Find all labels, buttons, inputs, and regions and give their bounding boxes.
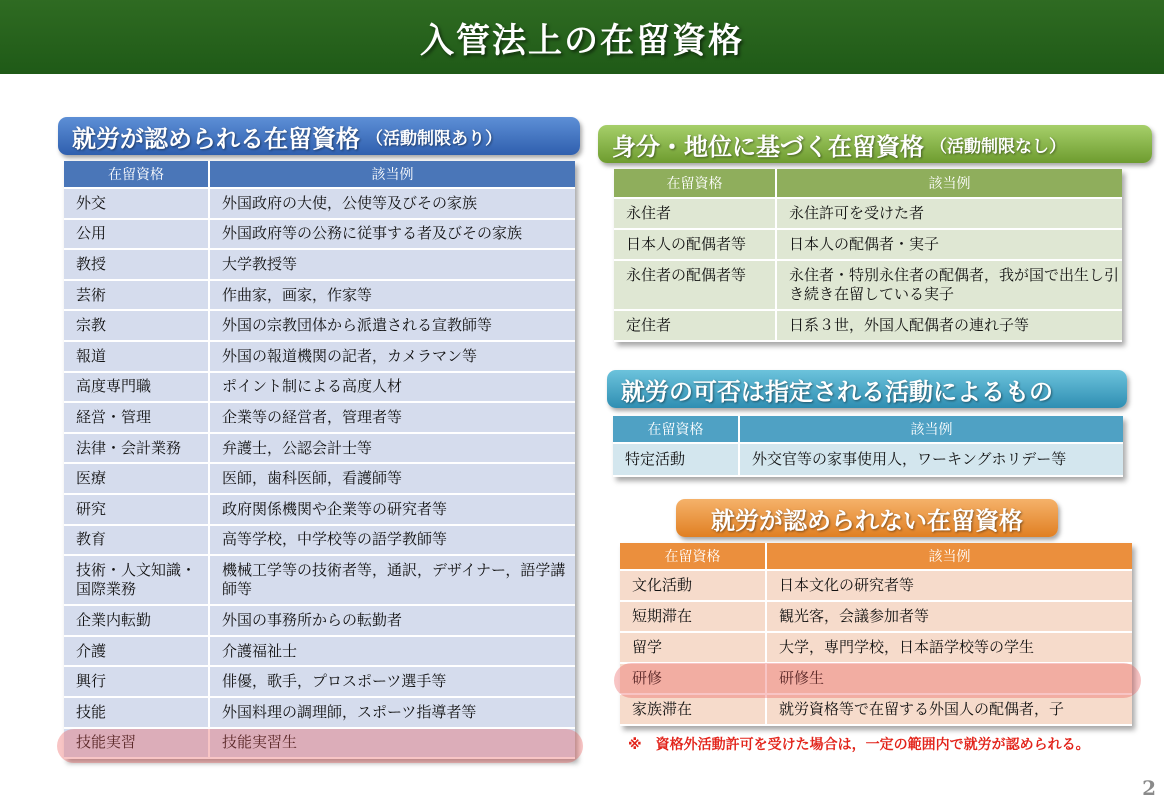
table-row: [64, 219, 575, 250]
col-header-example: 該当例: [209, 161, 575, 188]
example-cell: 外国の報道機関の記者，カメラマン等: [209, 341, 575, 372]
table-row: [620, 694, 1132, 725]
status-cell: 短期滞在: [620, 601, 766, 632]
table-row: [64, 636, 575, 667]
status-cell: 特定活動: [613, 443, 739, 476]
table-row: [64, 433, 575, 464]
table-row: [64, 463, 575, 494]
example-cell: 弁護士，公認会計士等: [209, 433, 575, 464]
example-cell: 大学教授等: [209, 249, 575, 280]
status-cell: 芸術: [64, 280, 209, 311]
status-cell: 公用: [64, 219, 209, 250]
example-cell: 外国の宗教団体から派遣される宣教師等: [209, 310, 575, 341]
status-cell: 法律・会計業務: [64, 433, 209, 464]
work-permitted-heading: [58, 117, 580, 155]
example-cell: 日本人の配偶者・実子: [776, 229, 1122, 260]
table-row: [614, 310, 1122, 341]
table-row: [64, 525, 575, 556]
status-cell: 留学: [620, 632, 766, 663]
table-row: [620, 601, 1132, 632]
status-cell: 高度専門職: [64, 372, 209, 403]
col-header-example: 該当例: [739, 416, 1123, 443]
status-cell: 技能実習: [64, 728, 209, 759]
table-row: [64, 310, 575, 341]
status-cell: 永住者: [614, 198, 776, 229]
example-cell: 外国の事務所からの転勤者: [209, 605, 575, 636]
status-based-heading: [598, 125, 1152, 163]
status-cell: 定住者: [614, 310, 776, 341]
status-cell: 永住者の配偶者等: [614, 260, 776, 310]
table-row: [613, 443, 1123, 476]
example-cell: 外国料理の調理師，スポーツ指導者等: [209, 697, 575, 728]
status-cell: 家族滞在: [620, 694, 766, 725]
status-cell: 技術・人文知識・国際業務: [64, 555, 209, 605]
example-cell: 政府関係機関や企業等の研究者等: [209, 494, 575, 525]
table-row: [64, 494, 575, 525]
status-cell: 報道: [64, 341, 209, 372]
table-header-row: [613, 416, 1123, 443]
designated-table: [613, 416, 1123, 477]
status-cell: 医療: [64, 463, 209, 494]
example-cell: 医師，歯科医師，看護師等: [209, 463, 575, 494]
table-row: [64, 402, 575, 433]
status-cell: 経営・管理: [64, 402, 209, 433]
status-cell: 外交: [64, 188, 209, 219]
example-cell: 外国政府の大使，公使等及びその家族: [209, 188, 575, 219]
status-cell: 教授: [64, 249, 209, 280]
status-cell: 企業内転勤: [64, 605, 209, 636]
table-header-row: [620, 543, 1132, 570]
table-row: [64, 188, 575, 219]
table-row: [620, 632, 1132, 663]
work-permitted-heading-sub: （活動制限あり）: [366, 128, 502, 149]
col-header-status: 在留資格: [614, 169, 776, 198]
status-cell: 技能: [64, 697, 209, 728]
example-cell: 日本文化の研究者等: [766, 570, 1132, 601]
table-row: [64, 280, 575, 311]
example-cell: 高等学校，中学校等の語学教師等: [209, 525, 575, 556]
status-based-heading-sub: （活動制限なし）: [930, 136, 1066, 157]
page-number: 2: [1142, 776, 1156, 800]
example-cell: 研修生: [766, 663, 1132, 694]
col-header-example: 該当例: [766, 543, 1132, 570]
designated-heading-text: 就労の可否は指定される活動によるもの: [621, 377, 1053, 406]
table-row: [614, 198, 1122, 229]
col-header-status: 在留資格: [64, 161, 209, 188]
col-header-example: 該当例: [776, 169, 1122, 198]
status-cell: 日本人の配偶者等: [614, 229, 776, 260]
example-cell: 俳優，歌手，プロスポーツ選手等: [209, 666, 575, 697]
example-cell: 介護福祉士: [209, 636, 575, 667]
status-cell: 興行: [64, 666, 209, 697]
highlight-technical-intern: [57, 729, 583, 763]
table-row: [64, 372, 575, 403]
not-permitted-table: [620, 543, 1132, 726]
example-cell: 日系３世，外国人配偶者の連れ子等: [776, 310, 1122, 341]
example-cell: 企業等の経営者，管理者等: [209, 402, 575, 433]
page-title: 入管法上の在留資格: [420, 20, 744, 61]
not-permitted-heading: [676, 499, 1058, 537]
table-row: [64, 666, 575, 697]
work-permitted-table: [64, 161, 575, 759]
table-row: [64, 249, 575, 280]
table-row: [614, 229, 1122, 260]
table-header-row: [614, 169, 1122, 198]
example-cell: 作曲家，画家，作家等: [209, 280, 575, 311]
highlight-trainee: [614, 663, 1141, 698]
status-based-table: [614, 169, 1122, 342]
example-cell: 外国政府等の公務に従事する者及びその家族: [209, 219, 575, 250]
example-cell: 就労資格等で在留する外国人の配偶者，子: [766, 694, 1132, 725]
table-row: [614, 260, 1122, 310]
status-based-heading-text: 身分・地位に基づく在留資格: [612, 132, 924, 161]
table-row: [64, 697, 575, 728]
example-cell: ポイント制による高度人材: [209, 372, 575, 403]
col-header-status: 在留資格: [613, 416, 739, 443]
col-header-status: 在留資格: [620, 543, 766, 570]
status-cell: 教育: [64, 525, 209, 556]
example-cell: 大学，専門学校，日本語学校等の学生: [766, 632, 1132, 663]
example-cell: 技能実習生: [209, 728, 575, 759]
status-cell: 研究: [64, 494, 209, 525]
not-permitted-heading-text: 就労が認められない在留資格: [711, 506, 1023, 535]
example-cell: 外交官等の家事使用人，ワーキングホリデー等: [739, 443, 1123, 476]
table-row: [620, 570, 1132, 601]
table-header-row: [64, 161, 575, 188]
table-row: [64, 341, 575, 372]
designated-heading: [607, 370, 1127, 408]
status-cell: 文化活動: [620, 570, 766, 601]
status-cell: 介護: [64, 636, 209, 667]
example-cell: 機械工学等の技術者等，通訳，デザイナー，語学講師等: [209, 555, 575, 605]
footnote: ※ 資格外活動許可を受けた場合は，一定の範囲内で就労が認められる。: [628, 737, 1090, 753]
example-cell: 永住者・特別永住者の配偶者，我が国で出生し引き続き在留している実子: [776, 260, 1122, 310]
example-cell: 観光客，会議参加者等: [766, 601, 1132, 632]
table-row: [64, 605, 575, 636]
title-bar: [0, 0, 1164, 74]
table-row: [64, 555, 575, 605]
status-cell: 研修: [620, 663, 766, 694]
work-permitted-heading-text: 就労が認められる在留資格: [72, 124, 360, 153]
status-cell: 宗教: [64, 310, 209, 341]
example-cell: 永住許可を受けた者: [776, 198, 1122, 229]
